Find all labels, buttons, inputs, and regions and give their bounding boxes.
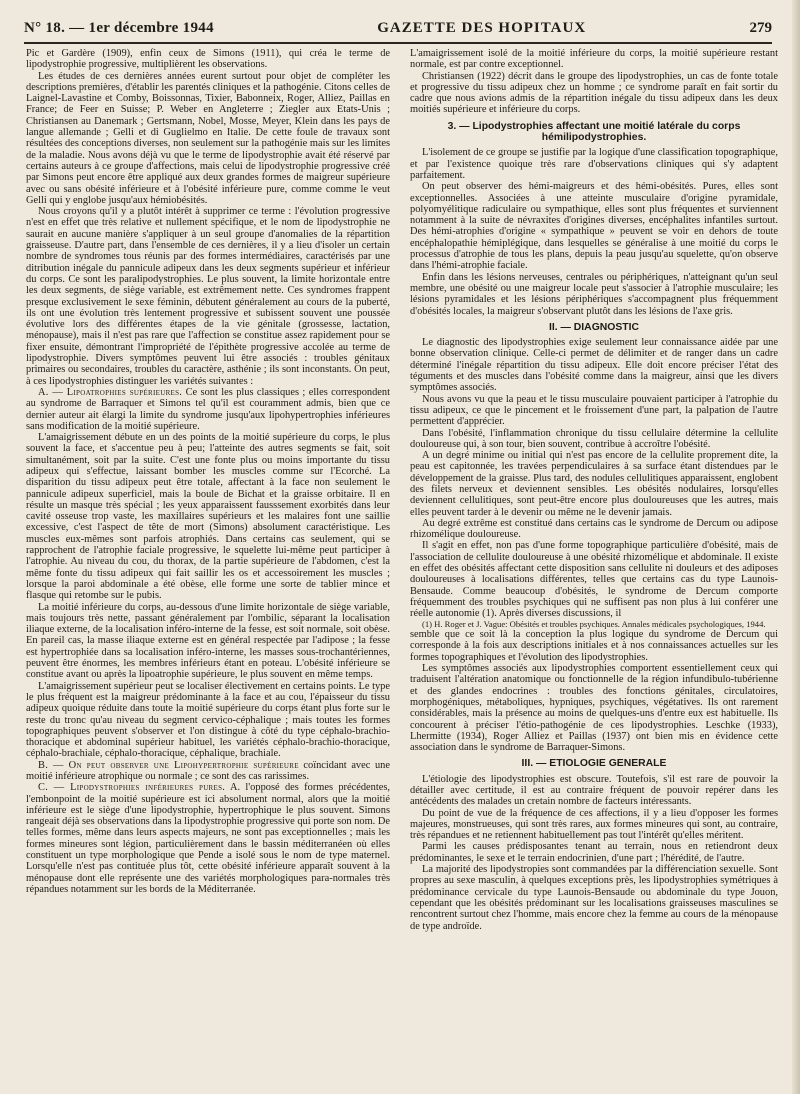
paragraph (410, 864, 778, 932)
paragraph-text: coïncidant avec une moitié inférieure atrophique ou normale ; ce sont des cas rarissimes. (26, 759, 390, 782)
paragraph (410, 518, 778, 541)
page-header (24, 14, 772, 44)
paragraph-text: Pic et Gardère (1909), enfin ceux de Simons (1911), qui créa le terme de lipodystrophie progressive, multiplièrent les observations. (26, 48, 390, 71)
paragraph-text: La majorité des lipodystropies sont commandées par la différenciation sexuelle. Sont propres au sexe masculin, à quelques exceptions près, les lipodystrophies symétriques à prédominance cervicale du type Launois-Bensaude ou abdominale du type Jouon, cependant que les obésités prédominant sur les localisations graisseuses masculines se rencontrent surtout chez l'homme, mais encore chez la femme au cours de la ménopause de type androïde. (410, 864, 778, 932)
paragraph (26, 206, 390, 387)
paragraph (26, 71, 390, 207)
paragraph (410, 450, 778, 518)
paragraph-text: L'amaigrissement isolé de la moitié inférieure du corps, la moitié supérieure restant normale, est par contre exceptionnel. (410, 48, 778, 71)
paragraph (410, 774, 778, 808)
paragraph-text: L'amaigrissement débute en un des points de la moitié supérieure du corps, le plus souvent la face, et s'accentue peu à peu; l'atteinte des autres segments se fait, soit simultanément, soit par la suite. C'est une fonte plus ou moins importante du tissu adipeux qui s'effectue, laissant bomber les muscles comme sur l'Ecorché. La disparition du tissu adipeux peut être totale, affectant à la face non seulement le pannicule adipeux superficiel, mais la boule de Bichat et la graisse orbitaire. Il en résulte un masque très spécial ; les yeux apparaissent fausssement exorbités dans leur cavité osseuse trop vaste, les maxillaires supérieurs et les malaires font une saillie excessive, c'est l'aspect de tête de mort (Simons) absolument caractéristique. Les muscles eux-mêmes sont parfois atrophiés. Dans certains cas seulement, qui se rapprochent de l'atrophie faciale progressive, le squelette lui-même peut participer à l'atrophie. Au niveau du cou, du thorax, de la partie supérieure de l'abdomen, c'est la même fonte du tissu adipeux qui fait saillir les os et accessoirement les muscles ; lorsque la paroi abdominale a été obèse, elle forme une sorte de tablier mince et flasque qui retombe sur le pubis. (26, 432, 390, 602)
paragraph-text: A un degré minime ou initial qui n'est pas encore de la cellulite proprement dite, la peau est capitonnée, les travées perpendiculaires à sa surface étant distendues par le développement de la graisse. Plus tard, des nodules cellulitiques apparaissent, englobent des filets nerveux et deviennent sensibles. Les obésités nodulaires, lorsqu'elles deviennent cellulitiques, sont peut-être encore plus douloureuses que les autres, mais elles peuvent tarder à le devenir ou même ne le devenir jamais. (410, 450, 778, 518)
paragraph-text: Nous avons vu que la peau et le tissu musculaire pouvaient participer à l'atrophie du tissu adipeux, ce que le pincement et le froissement d'une part, la palpation de l'autre permettent d'apprécier. (410, 393, 778, 428)
paragraph-text: Nous croyons qu'il y a plutôt intérêt à supprimer ce terme : l'évolution progressive n'est en effet que très relative et nullement spécifique, et le nom de lipodystrophie ne saurait en aucune manière s'appliquer à un seul groupe d'anomalies de la répartition graisseuse. D'autre part, dans l'ensemble de ces dernières, il y a lieu d'isoler un certain nombre de syndromes tous réunis par des formes intermédiaires, caractérisés par une ditribution inégale du pannicule adipeux dans les deux segments supérieur et inférieur du corps. Ce sont les paralipodystrophies. Le plus souvent, la limite horizontale entre les deux segments, de siège variable, est extrêmement nette. Ces syndromes frappent presque exclusivement le sexe féminin, débutent généralement au cours de la puberté, ils ont une évolution très lentement progressive et subissent souvent une poussée évolutive lors des différentes étapes de la vie génitale (grossesse, lactation, ménopause), mais il n'est pas rare que l'affection se constitue assez rapidement pour se fixer ensuite, démontrant l'impropriété de l'épithète progressive accolée au terme de lipodystrophie. Divers symptômes peuvent lui être associés : troubles génitaux primaires ou secondaires, troubles du caractère, asthénie ; ils sont inconstants. On peut, à ces lipodystrophies distinguer les variétés suivantes : (26, 206, 390, 387)
paragraph-text: Les études de ces dernières années eurent surtout pour objet de compléter les descriptions premières, d'établir les parentés cliniques et la pathogénie. Citons celles de Laignel-Lavastine et Comby, Boissonnas, Tixier, Babonneix, Roger, Alliez, Paillas en France; de Feer en Suisse; P. Weber en Angleterre ; Ziegler aux Etats-Unis ; Christiansen au Danemark ; Gertsmann, Nobel, Mosse, Meyer, Klein dans les pays de langue allemande ; Gelli et di Guglielmo en Italie. De cette foule de travaux sont résultées des conceptions diverses, non seulement sur la pathogénie mais sur les limites de la maladie. Nous avons déjà vu que le terme de lipodystrophie avait été réservé par certains auteurs à ce groupe d'affections, mais celui de lipodystrophie progressive créé par Simons peut encore être appliqué aux deux grandes formes de maigreur supérieure avec ou sans obésité inférieure et à l'obésité inférieure pure, comme comme le veut Gelli qui y englobe jusqu'aux hémiobésités. (26, 70, 390, 206)
paragraph (410, 663, 778, 753)
subsection-lead: A. — Lipoatrophies supérieures. (38, 386, 183, 398)
issue-number: N° 18. — 1er décembre 1944 (24, 19, 214, 36)
subsection-lead: B. — On peut observer une Lipohypertrophie supérieure (38, 759, 299, 771)
paragraph (410, 540, 778, 619)
paragraph (410, 808, 778, 842)
journal-title: GAZETTE DES HOPITAUX (377, 19, 587, 36)
paragraph-text: A. l'opposé des formes précédentes, l'embonpoint de la moitié supérieure est ici absolument normal, alors que la moitié inférieure est le siège d'une lipodystrophie, hypertrophique le plus souvent. Simons rangeait déjà ses observations dans la lipodystrophie progressive qui porte son nom. De telles formes, même dans leurs aspects majeurs, ne sont pas exceptionnelles ; mais les formes mineures sont légion, particulièrement dans le bassin méditerranéen où elles constituent un type morphologique que Pende a isolé sous le nom de type maternel. Lorsqu'elle n'est pas contituée plus tôt, cette obésité inférieure apparaît souvent à la ménopause dont elle représente une des variétés morphologiques para-normales très répandues notamment sur les bords de la Méditerranée. (26, 782, 390, 895)
page-edge (792, 0, 800, 1094)
paragraph-text: semble que ce soit là la conception la plus logique du syndrome de Dercum qui corresponde à la fois aux descriptions initiales et à nos connaissances actuelles sur les formes topographiques et l'évolution des lipodystrophies. (410, 629, 778, 663)
paragraph-text: Parmi les causes prédisposantes tenant au terrain, nous en retiendront deux prédominantes, le sexe et le terrain endocrinien, d'une part ; l'hérédité, de l'autre. (410, 841, 778, 864)
paragraph (410, 337, 778, 393)
paragraph (410, 71, 778, 116)
paragraph (26, 681, 390, 760)
paragraph-text: L'étiologie des lipodystrophies est obscure. Toutefois, s'il est rare de pouvoir la détailler avec certitude, il est au contraire fréquent de pouvoir repérer dans les antécédents des malades un cretain nombre de facteurs intéressants. (410, 773, 778, 808)
left-column (26, 48, 390, 1086)
paragraph (410, 147, 778, 181)
paragraph-text: On peut observer des hémi-maigreurs et des hémi-obésités. Pures, elles sont exceptionnelles. Associées à une atteinte musculaire d'origine pyramidale, polyomyélitique radiculaire ou sympathique, elles sont plus fréquentes et surviennent notamment à la suite de névraxites d'origines diverses, encéphalites infantiles surtout. Des hémi-atrophies d'origine « sympathique » peuvent se voir en dehors de toute encéphalopathie hémiplégique, dans lesquelles se généralise à une moitié du corps le processus d'atrophie de tous les plans, depuis la peau jusqu'au squelette, qu'on observe dans l'hémi-atrophie faciale. (410, 181, 778, 272)
paragraph-text: Christiansen (1922) décrit dans le groupe des lipodystrophies, un cas de fonte totale et progressive du tissu adipeux chez un homme ; ce syndrome paraît en fait sortir du cadre que nous avions admis de la répartition inégale du tissu adipeux dans les deux moitiés supérieure et inférieure du corps. (410, 70, 778, 116)
paragraph (26, 48, 390, 71)
paragraph-text: Au degré extrême est constitué dans certains cas le syndrome de Dercum ou adipose rhizomélique douloureuse. (410, 517, 778, 541)
paragraph-text: Le diagnostic des lipodystrophies exige seulement leur connaissance aidée par une bonne observation clinique. Celle-ci permet de délimiter et de ranger dans un cadre déterminé l'inégale répartition du tissu adipeux. Elle doit encore préciser l'état des téguments et des muscles dans l'obésité comme dans la maigreur, ainsi que les divers symptômes associés. (410, 337, 778, 394)
paragraph (26, 602, 390, 681)
paragraph (26, 432, 390, 601)
section-heading: 3. — Lipodystrophies affectant une moitié latérale du corps hémilipodystrophies. (447, 120, 741, 144)
right-column (410, 48, 778, 1086)
subsection-lead: C. — Lipodystrophies inférieures pures. (38, 782, 226, 794)
paragraph-text: Dans l'obésité, l'inflammation chronique du tissu cellulaire détermine la cellulite douloureuse qui, à son tour, bien souvent, contribue à accroître l'obésité. (410, 427, 778, 450)
paragraph-text: Du point de vue de la fréquence de ces affections, il y a lieu d'opposer les formes majeures, monstrueuses, qui sont très rares, aux formes mineures qui sont, au contraire, très répandues et ne retiennent habituellement pas tout l'intérêt qu'elles méritent. (410, 807, 778, 842)
paragraph (410, 394, 778, 428)
paragraph-text: La moitié inférieure du corps, au-dessous d'une limite horizontale de siège variable, mais toujours très nette, passant généralement par l'ombilic, séparant la localisation iliaque externe, de la localisation inféro-interne de la fesse, est soit normale, soit obèse. En pareil cas, la masse iliaque externe est en général respectée par l'adipose ; la fesse est hypertrophiée dans sa localisation inféro-interne, les masses sous-trochantériennes, peuvent être énormes, les membres inférieurs étant en poteau. L'obésité inférieure se constitue avant ou après la lipoatrophie supérieure, le plus souvent en même temps. (26, 601, 390, 681)
paragraph (26, 387, 390, 432)
section-heading: II. — DIAGNOSTIC (548, 321, 640, 333)
paragraph (410, 48, 778, 71)
paragraph-text: Enfin dans les lésions nerveuses, centrales ou périphériques, n'atteignant qu'un seul membre, une obésité ou une maigreur locale peut s'associer à l'atrophie musculaire; les lésions pyramidales et les lésions périphériques s'accompagnent plus fréquemment d'obésités locales, la maigreur s'observant plutôt dans les lésions de l'axe gris. (410, 271, 778, 317)
page-number: 279 (749, 19, 772, 36)
paragraph (410, 272, 778, 317)
paragraph-text: Les symptômes associés aux lipodystrophies comportent essentiellement ceux qui traduisent l'altération anatomique ou fonctionnelle de la région infundibulo-tubérienne et des glandes endocrines : troubles des fonctions génitales, circulatoires, morphogéniques, métaboliques, hypniques, psychiques, végétatives. Ils ont rarement considérables, mais la présence au moins de quelques-uns d'entre eux est habituelle. Ils concourent à préciser l'étio-pathogénie de ces lipodystrophies. Leschke (1933), Lhermitte (1934), Roger Alliez et Paillas (1937) ont bien mis en évidence cette association dans le syndrome de Barraquer-Simons. (410, 663, 778, 754)
paragraph-text: L'amaigrissement supérieur peut se localiser électivement en certains points. Le type le plus fréquent est la maigreur prédominante à la face et au cou, l'épaisseur du tissu adipeux quoique réduite dans toute la moitié supérieure du corps étant plus forte sur le reste du tronc qu'au niveau du segment cervico-céphalique ; mais toutes les formes topographiques peuvent s'observer et l'on distingue à côté du type céphalo-brachio-thoracique et abdominal supérieur habituel, les variétés céphalo-brachio-thoracique, céphalo-brachiale, céphalo-thoracique, céphalique, brachiale. (26, 680, 390, 760)
footnote: (1) H. Roger et J. Vague: Obésités et troubles psychiques. Annales médicales psychologiques, 1944. (422, 618, 766, 629)
section-heading: III. — ETIOLOGIE GENERALE (521, 758, 667, 770)
paragraph (410, 181, 778, 271)
paragraph-text: Il s'agit en effet, non pas d'une forme topographique particulière d'obésité, mais de l'association de cellulite douloureuse à une obésité rhizomélique et abdominale. Il existe en effet des obésités affectant cette disposition sans cellulite ni douleurs et des adiposes douloureuses à localisations différentes, telles que certains cas du type Launois-Bensaude. Comme beaucoup d'obésités, le syndrome de Dercum comporte fréquemment des troubles psychiques qui ne suffisent pas non plus à lui conférer une réelle autonomie (1). Après diverses discussions, il (410, 540, 778, 620)
paragraph-text: L'isolement de ce groupe se justifie par la logique d'une classification topographique, et par l'existence quoique très rare d'observations cliniques qui s'y adaptent parfaitement. (410, 147, 778, 181)
paragraph-text: Ce sont les plus classiques ; elles correspondent au syndrome de Barraquer et Simons tel qu'il est couramment admis, bien que ce dernier auteur ait élargi la limite du syndrome jusqu'aux lipohypertrophies inférieures sans modification de la moitié supérieure. (26, 386, 390, 432)
paragraph (410, 841, 778, 864)
paragraph (410, 428, 778, 451)
paragraph (26, 782, 390, 895)
paragraph (410, 629, 778, 663)
paragraph (26, 760, 390, 783)
